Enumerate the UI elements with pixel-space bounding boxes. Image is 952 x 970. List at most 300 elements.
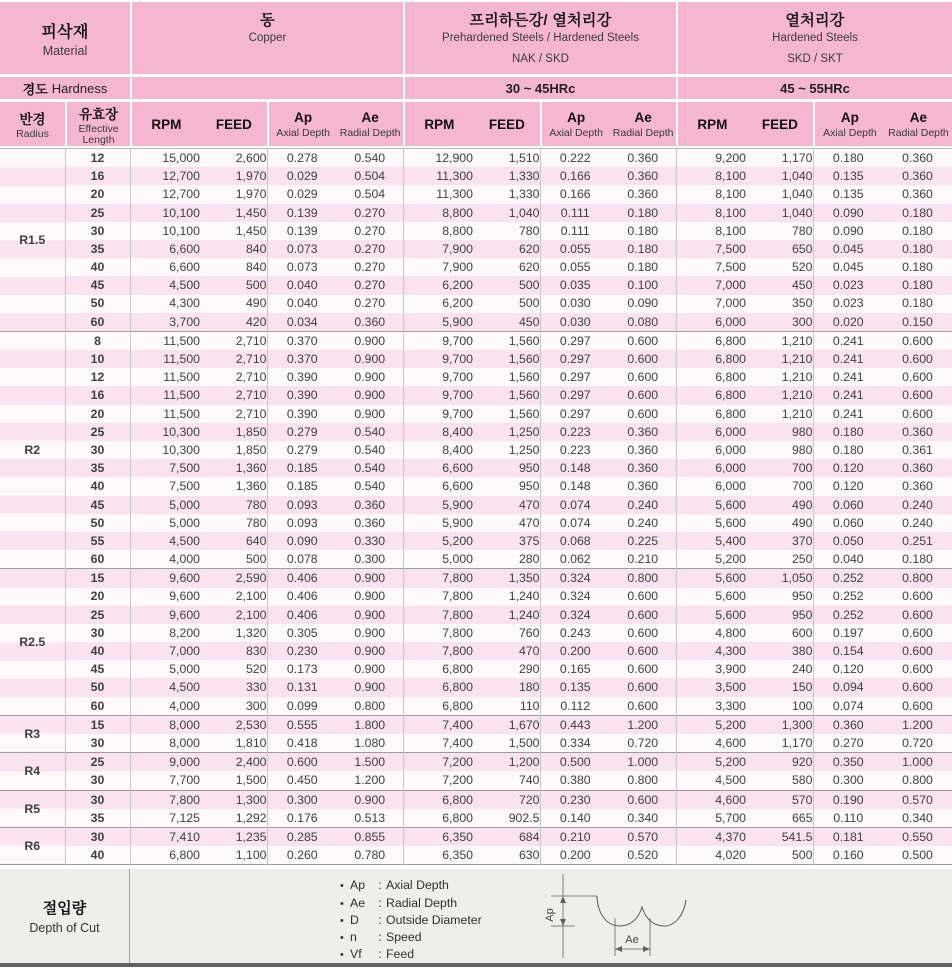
value-cell: 9,700	[403, 350, 473, 368]
value-cell: 1,360	[200, 459, 267, 477]
value-cell: 0.200	[540, 846, 610, 865]
value-cell: 490	[746, 496, 813, 514]
footer	[0, 869, 952, 963]
value-cell: 0.900	[337, 624, 403, 642]
value-cell: 0.720	[610, 734, 676, 753]
effective-length-value: 35	[65, 809, 130, 828]
value-cell: 450	[746, 276, 813, 294]
value-cell: 0.540	[337, 477, 403, 495]
value-cell: 6,800	[676, 368, 746, 386]
value-cell: 7,800	[403, 624, 473, 642]
value-cell: 0.062	[540, 550, 610, 569]
value-cell: 830	[200, 642, 267, 660]
value-cell: 0.600	[883, 642, 952, 660]
value-cell: 1,210	[746, 405, 813, 423]
value-cell: 0.068	[540, 532, 610, 550]
value-cell: 0.023	[813, 276, 883, 294]
value-cell: 380	[746, 642, 813, 660]
effective-length-value: 20	[65, 185, 130, 203]
value-cell: 9,700	[403, 386, 473, 404]
value-cell: 1,320	[200, 624, 267, 642]
value-cell: 0.120	[813, 459, 883, 477]
value-cell: 0.406	[267, 606, 337, 624]
legend-item: • n : Speed	[340, 929, 482, 946]
value-cell: 0.270	[337, 204, 403, 222]
value-cell: 370	[746, 532, 813, 550]
effective-length-value: 30	[65, 441, 130, 459]
value-cell: 0.040	[267, 276, 337, 294]
value-cell: 0.600	[610, 642, 676, 660]
value-cell: 0.800	[610, 569, 676, 588]
value-cell: 0.240	[610, 496, 676, 514]
value-cell: 9,600	[130, 569, 200, 588]
value-cell: 5,900	[403, 313, 473, 332]
value-cell: 0.513	[337, 809, 403, 828]
value-cell: 1,170	[746, 149, 813, 168]
value-cell: 0.600	[610, 624, 676, 642]
value-cell: 470	[473, 642, 540, 660]
legend-item: • Vf : Feed	[340, 946, 482, 963]
value-cell: 0.600	[610, 660, 676, 678]
value-cell: 8,400	[403, 423, 473, 441]
value-cell: 0.166	[540, 167, 610, 185]
value-cell: 0.210	[610, 550, 676, 569]
value-cell: 0.297	[540, 405, 610, 423]
effective-length-value: 35	[65, 459, 130, 477]
effective-length-value: 20	[65, 588, 130, 606]
bullet-icon: •	[340, 949, 344, 962]
table-row	[0, 405, 952, 423]
hardness-label-ko: 경도	[22, 81, 48, 97]
value-cell: 0.223	[540, 441, 610, 459]
value-cell: 4,500	[130, 276, 200, 294]
value-cell: 950	[473, 459, 540, 477]
scallop-profile	[597, 896, 686, 926]
effective-length-value: 50	[65, 514, 130, 532]
value-cell: 1,250	[473, 423, 540, 441]
value-cell: 0.855	[337, 827, 403, 846]
value-cell: 0.040	[813, 550, 883, 569]
value-cell: 1,510	[473, 149, 540, 168]
value-cell: 0.380	[540, 771, 610, 790]
value-cell: 5,200	[676, 753, 746, 772]
value-cell: 600	[746, 624, 813, 642]
value-cell: 0.180	[883, 276, 952, 294]
value-cell: 0.360	[610, 167, 676, 185]
value-cell: 0.190	[813, 790, 883, 809]
value-cell: 640	[200, 532, 267, 550]
legend-item: • Ap : Axial Depth	[340, 877, 482, 894]
value-cell: 760	[473, 624, 540, 642]
value-cell: 1,200	[473, 753, 540, 772]
value-cell: 0.094	[813, 678, 883, 696]
value-cell: 0.900	[337, 790, 403, 809]
radius-group-label: R5	[0, 790, 65, 827]
value-cell: 0.360	[813, 715, 883, 734]
value-cell: 0.050	[813, 532, 883, 550]
table-row	[0, 753, 952, 772]
value-cell: 0.252	[813, 606, 883, 624]
value-cell: 8,200	[130, 624, 200, 642]
effective-length-value: 8	[65, 331, 130, 350]
value-cell: 0.148	[540, 459, 610, 477]
value-cell: 5,700	[676, 809, 746, 828]
effective-length-value: 25	[65, 753, 130, 772]
value-cell: 0.073	[267, 258, 337, 276]
value-cell: 4,500	[676, 771, 746, 790]
rpm-feed-header-hardened: RPM FEED	[676, 102, 813, 146]
ap-ae-header-hardened: Ap Axial Depth Ae Radial Depth	[813, 102, 952, 146]
value-cell: 0.360	[883, 423, 952, 441]
value-cell: 6,800	[676, 350, 746, 368]
value-cell: 0.600	[610, 790, 676, 809]
table-row	[0, 715, 952, 734]
value-cell: 0.334	[540, 734, 610, 753]
group-title-ko: 열처리강	[785, 12, 845, 29]
value-cell: 5,000	[130, 660, 200, 678]
ap-dimension-label: Ap	[545, 908, 556, 923]
value-cell: 6,800	[676, 405, 746, 423]
value-cell: 1,250	[473, 441, 540, 459]
value-cell: 0.180	[883, 204, 952, 222]
radius-header-cell: 반경 Radius	[0, 102, 65, 146]
value-cell: 0.181	[813, 827, 883, 846]
radius-group-label: R3	[0, 715, 65, 752]
bullet-icon: •	[340, 880, 344, 893]
legend-item: • Ae : Radial Depth	[340, 895, 482, 912]
value-cell: 280	[473, 550, 540, 569]
value-cell: 7,000	[676, 276, 746, 294]
effective-length-value: 50	[65, 678, 130, 696]
value-cell: 0.223	[540, 423, 610, 441]
value-cell: 0.040	[267, 295, 337, 313]
table-row	[0, 642, 952, 660]
value-cell: 0.570	[883, 790, 952, 809]
value-cell: 0.270	[337, 222, 403, 240]
value-cell: 0.500	[540, 753, 610, 772]
table-row	[0, 569, 952, 588]
value-cell: 0.324	[540, 588, 610, 606]
value-cell: 0.270	[337, 295, 403, 313]
value-cell: 6,600	[403, 477, 473, 495]
ap-ae-header-copper: Ap Axial Depth Ae Radial Depth	[267, 102, 403, 146]
value-cell: 6,200	[403, 276, 473, 294]
value-cell: 1,560	[473, 386, 540, 404]
value-cell: 1.200	[610, 715, 676, 734]
value-cell: 0.800	[337, 697, 403, 716]
value-cell: 0.600	[610, 405, 676, 423]
value-cell: 1.000	[883, 753, 952, 772]
value-cell: 0.240	[883, 496, 952, 514]
value-cell: 6,000	[676, 423, 746, 441]
value-cell: 5,200	[676, 715, 746, 734]
value-cell: 6,800	[130, 846, 200, 865]
value-cell: 0.800	[883, 569, 952, 588]
value-cell: 0.090	[813, 204, 883, 222]
value-cell: 0.029	[267, 167, 337, 185]
value-cell: 5,400	[676, 532, 746, 550]
legend-item: • D : Outside Diameter	[340, 912, 482, 929]
value-cell: 520	[200, 660, 267, 678]
value-cell: 0.900	[337, 331, 403, 350]
value-cell: 0.540	[337, 149, 403, 168]
value-cell: 7,700	[130, 771, 200, 790]
value-cell: 950	[473, 477, 540, 495]
value-cell: 350	[746, 295, 813, 313]
value-cell: 0.360	[337, 496, 403, 514]
value-cell: 0.090	[813, 222, 883, 240]
value-cell: 6,000	[676, 459, 746, 477]
effective-length-value: 30	[65, 827, 130, 846]
value-cell: 0.241	[813, 350, 883, 368]
effective-length-value: 55	[65, 532, 130, 550]
value-cell: 1.200	[337, 771, 403, 790]
value-cell: 0.055	[540, 240, 610, 258]
value-cell: 9,200	[676, 149, 746, 168]
material-group-copper	[130, 2, 403, 74]
value-cell: 0.340	[610, 809, 676, 828]
table-row	[0, 459, 952, 477]
value-cell: 0.900	[337, 368, 403, 386]
value-cell: 5,200	[403, 532, 473, 550]
value-cell: 0.135	[813, 167, 883, 185]
value-cell: 0.241	[813, 405, 883, 423]
value-cell: 0.180	[883, 295, 952, 313]
value-cell: 0.090	[267, 532, 337, 550]
radius-group-label: R2	[0, 331, 65, 568]
value-cell: 1,500	[200, 771, 267, 790]
value-cell: 0.520	[610, 846, 676, 865]
table-row	[0, 368, 952, 386]
table-row	[0, 532, 952, 550]
value-cell: 0.450	[267, 771, 337, 790]
value-cell: 0.900	[337, 588, 403, 606]
value-cell: 0.112	[540, 697, 610, 716]
value-cell: 7,500	[676, 258, 746, 276]
value-cell: 2,400	[200, 753, 267, 772]
value-cell: 500	[473, 295, 540, 313]
table-row	[0, 550, 952, 569]
value-cell: 6,800	[403, 697, 473, 716]
value-cell: 1,170	[746, 734, 813, 753]
value-cell: 0.030	[540, 313, 610, 332]
value-cell: 240	[746, 660, 813, 678]
value-cell: 700	[746, 459, 813, 477]
value-cell: 0.285	[267, 827, 337, 846]
value-cell: 1,210	[746, 368, 813, 386]
value-cell: 0.297	[540, 350, 610, 368]
value-cell: 11,500	[130, 350, 200, 368]
value-cell: 0.324	[540, 606, 610, 624]
value-cell: 7,200	[403, 771, 473, 790]
value-cell: 10,100	[130, 222, 200, 240]
hardness-label-cell	[0, 77, 130, 99]
value-cell: 0.300	[267, 790, 337, 809]
value-cell: 450	[473, 313, 540, 332]
value-cell: 0.270	[337, 258, 403, 276]
effective-length-value: 30	[65, 734, 130, 753]
effective-length-value: 60	[65, 313, 130, 332]
value-cell: 0.080	[610, 313, 676, 332]
value-cell: 0.390	[267, 386, 337, 404]
value-cell: 0.300	[337, 550, 403, 569]
effective-length-value: 45	[65, 276, 130, 294]
value-cell: 5,600	[676, 496, 746, 514]
value-cell: 5,600	[676, 569, 746, 588]
value-cell: 0.241	[813, 368, 883, 386]
value-cell: 0.230	[267, 642, 337, 660]
value-cell: 8,100	[676, 185, 746, 203]
value-cell: 0.390	[267, 368, 337, 386]
value-cell: 620	[473, 240, 540, 258]
value-cell: 2,100	[200, 588, 267, 606]
value-cell: 0.540	[337, 441, 403, 459]
value-cell: 0.139	[267, 222, 337, 240]
value-cell: 0.600	[883, 331, 952, 350]
value-cell: 0.180	[883, 550, 952, 569]
value-cell: 1.000	[610, 753, 676, 772]
value-cell: 9,700	[403, 331, 473, 350]
value-cell: 8,800	[403, 222, 473, 240]
value-cell: 5,200	[676, 550, 746, 569]
value-cell: 0.240	[610, 514, 676, 532]
value-cell: 11,500	[130, 405, 200, 423]
value-cell: 6,800	[676, 331, 746, 350]
value-cell: 0.023	[813, 295, 883, 313]
value-cell: 0.279	[267, 441, 337, 459]
value-cell: 0.600	[883, 606, 952, 624]
value-cell: 5,900	[403, 514, 473, 532]
table-row	[0, 149, 952, 168]
value-cell: 0.045	[813, 240, 883, 258]
effective-length-value: 45	[65, 496, 130, 514]
value-cell: 2,710	[200, 331, 267, 350]
table-row	[0, 276, 952, 294]
value-cell: 10,300	[130, 441, 200, 459]
value-cell: 840	[200, 258, 267, 276]
value-cell: 0.600	[610, 588, 676, 606]
value-cell: 0.540	[337, 423, 403, 441]
ap-ae-header-prehardened: Ap Axial Depth Ae Radial Depth	[540, 102, 676, 146]
hardness-band	[0, 77, 952, 99]
value-cell: 0.090	[610, 295, 676, 313]
radius-group-label: R4	[0, 753, 65, 790]
value-cell: 0.030	[540, 295, 610, 313]
effective-length-value: 40	[65, 642, 130, 660]
material-group-hardened	[676, 2, 952, 74]
value-cell: 0.252	[813, 588, 883, 606]
value-cell: 520	[746, 258, 813, 276]
value-cell: 7,500	[676, 240, 746, 258]
value-cell: 4,020	[676, 846, 746, 865]
value-cell: 0.197	[813, 624, 883, 642]
value-cell: 0.600	[610, 331, 676, 350]
value-cell: 330	[200, 678, 267, 696]
value-cell: 2,710	[200, 405, 267, 423]
group-title-en: Hardened Steels	[772, 32, 858, 44]
table-row	[0, 809, 952, 828]
effective-length-value: 12	[65, 368, 130, 386]
value-cell: 0.360	[883, 459, 952, 477]
hardness-copper-cell	[130, 77, 403, 99]
value-cell: 4,600	[676, 790, 746, 809]
value-cell: 0.600	[883, 386, 952, 404]
value-cell: 0.324	[540, 569, 610, 588]
value-cell: 0.418	[267, 734, 337, 753]
value-cell: 11,500	[130, 331, 200, 350]
table-row	[0, 827, 952, 846]
value-cell: 8,400	[403, 441, 473, 459]
value-cell: 0.139	[267, 204, 337, 222]
group-subtitle: NAK / SKD	[512, 53, 569, 65]
value-cell: 1,810	[200, 734, 267, 753]
value-cell: 0.443	[540, 715, 610, 734]
value-cell: 0.361	[883, 441, 952, 459]
value-cell: 0.185	[267, 459, 337, 477]
value-cell: 8,100	[676, 204, 746, 222]
value-cell: 4,800	[676, 624, 746, 642]
value-cell: 180	[473, 678, 540, 696]
value-cell: 0.600	[883, 678, 952, 696]
value-cell: 7,900	[403, 258, 473, 276]
value-cell: 3,300	[676, 697, 746, 716]
value-cell: 250	[746, 550, 813, 569]
value-cell: 0.131	[267, 678, 337, 696]
value-cell: 0.350	[813, 753, 883, 772]
value-cell: 7,125	[130, 809, 200, 828]
table-row	[0, 771, 952, 790]
value-cell: 0.360	[610, 459, 676, 477]
value-cell: 0.360	[610, 423, 676, 441]
value-cell: 0.279	[267, 423, 337, 441]
value-cell: 0.600	[883, 588, 952, 606]
value-cell: 0.241	[813, 331, 883, 350]
value-cell: 8,000	[130, 715, 200, 734]
value-cell: 0.093	[267, 496, 337, 514]
value-cell: 0.180	[813, 149, 883, 168]
value-cell: 11,300	[403, 185, 473, 203]
value-cell: 0.900	[337, 405, 403, 423]
table-row	[0, 386, 952, 404]
value-cell: 7,400	[403, 715, 473, 734]
value-cell: 0.406	[267, 569, 337, 588]
value-cell: 0.200	[540, 642, 610, 660]
value-cell: 0.060	[813, 496, 883, 514]
value-cell: 780	[200, 496, 267, 514]
value-cell: 0.900	[337, 386, 403, 404]
value-cell: 6,000	[676, 477, 746, 495]
value-cell: 5,000	[130, 496, 200, 514]
value-cell: 4,600	[676, 734, 746, 753]
value-cell: 1,500	[473, 734, 540, 753]
value-cell: 0.900	[337, 642, 403, 660]
value-cell: 0.035	[540, 276, 610, 294]
hardness-prehardened-cell: 30 ~ 45HRc	[403, 77, 676, 99]
value-cell: 0.111	[540, 222, 610, 240]
value-cell: 0.330	[337, 532, 403, 550]
material-header-cell	[0, 2, 130, 74]
effective-length-value: 25	[65, 423, 130, 441]
value-cell: 1,040	[746, 167, 813, 185]
value-cell: 0.720	[883, 734, 952, 753]
value-cell: 1,050	[746, 569, 813, 588]
value-cell: 0.222	[540, 149, 610, 168]
table-row	[0, 588, 952, 606]
value-cell: 290	[473, 660, 540, 678]
value-cell: 0.360	[610, 185, 676, 203]
value-cell: 0.800	[610, 771, 676, 790]
value-cell: 1,040	[746, 185, 813, 203]
